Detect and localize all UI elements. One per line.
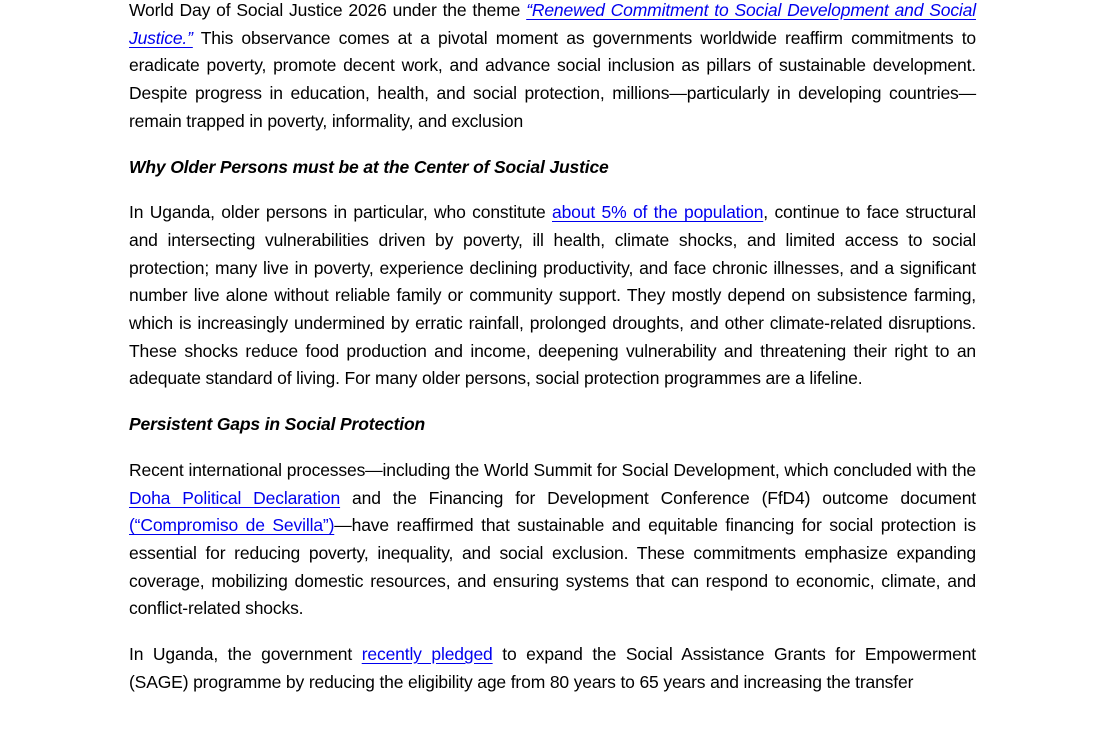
text-run: World Day of Social Justice 2026 under the theme	[129, 0, 527, 20]
text-run: Why Older Persons must be at the Center of Social Justice	[129, 156, 609, 177]
text-run: In Uganda, older persons in particular, who constitute	[129, 202, 552, 223]
text-run: , continue to face structural and intersecting vulnerabilities driven by poverty, ill health, climate shocks, and limited access to social protection; many live in poverty, experience declining productivity, and face chronic illnesses, and a significant number live alone without reliable family or community support. They mostly depend on subsistence farming, which is increasingly undermined by erratic rainfall, prolonged droughts, and other climate-related disruptions. These shocks reduce food production and income, deepening vulnerability and threatening their right to an adequate standard of living. For many older persons, social protection programmes are a lifeline.	[129, 202, 976, 389]
intro-paragraph	[129, 0, 976, 136]
text-run: and the Financing for Development Conference (FfD4) outcome document	[340, 487, 977, 508]
international-processes-paragraph	[129, 457, 976, 623]
link-doha-political-declaration[interactable]: Doha Political Declaration	[129, 487, 341, 508]
link-recently-pledged[interactable]: recently pledged	[361, 644, 493, 665]
link-about-5-percent-of-population[interactable]: about 5% of the population	[552, 202, 764, 223]
link-theme-renewed-commitment[interactable]: “Renewed Commitment to Social Development and Social Justice.”	[129, 0, 976, 48]
text-run: Persistent Gaps in Social Protection	[129, 414, 426, 435]
text-run: This observance comes at a pivotal moment as governments worldwide reaffirm commitments to eradicate poverty, promote decent work, and advance social inclusion as pillars of sustainable development. Despite progress in education, health, and social protection, millions—particularly in developing countries—remain trapped in poverty, informality, and exclusion	[129, 27, 976, 131]
link-compromiso-de-sevilla[interactable]: (“Compromiso de Sevilla”)	[129, 515, 335, 536]
heading-older-persons	[129, 154, 976, 182]
text-run: In Uganda, the government	[129, 644, 362, 665]
text-run: Recent international processes—including the World Summit for Social Development, which concluded with the	[129, 459, 976, 480]
document-body	[129, 0, 976, 714]
text-run: —have reaffirmed that sustainable and equitable financing for social protection is essential for reducing poverty, inequality, and social exclusion. These commitments emphasize expanding coverage, mobilizing domestic resources, and ensuring systems that can respond to economic, climate, and conflict-related shocks.	[129, 515, 976, 619]
sage-paragraph	[129, 641, 976, 696]
older-persons-paragraph	[129, 199, 976, 393]
heading-persistent-gaps	[129, 411, 976, 439]
text-run: to expand the Social Assistance Grants for Empowerment (SAGE) programme by reducing the eligibility age from 80 years to 65 years and increasing the transfer	[129, 644, 976, 692]
